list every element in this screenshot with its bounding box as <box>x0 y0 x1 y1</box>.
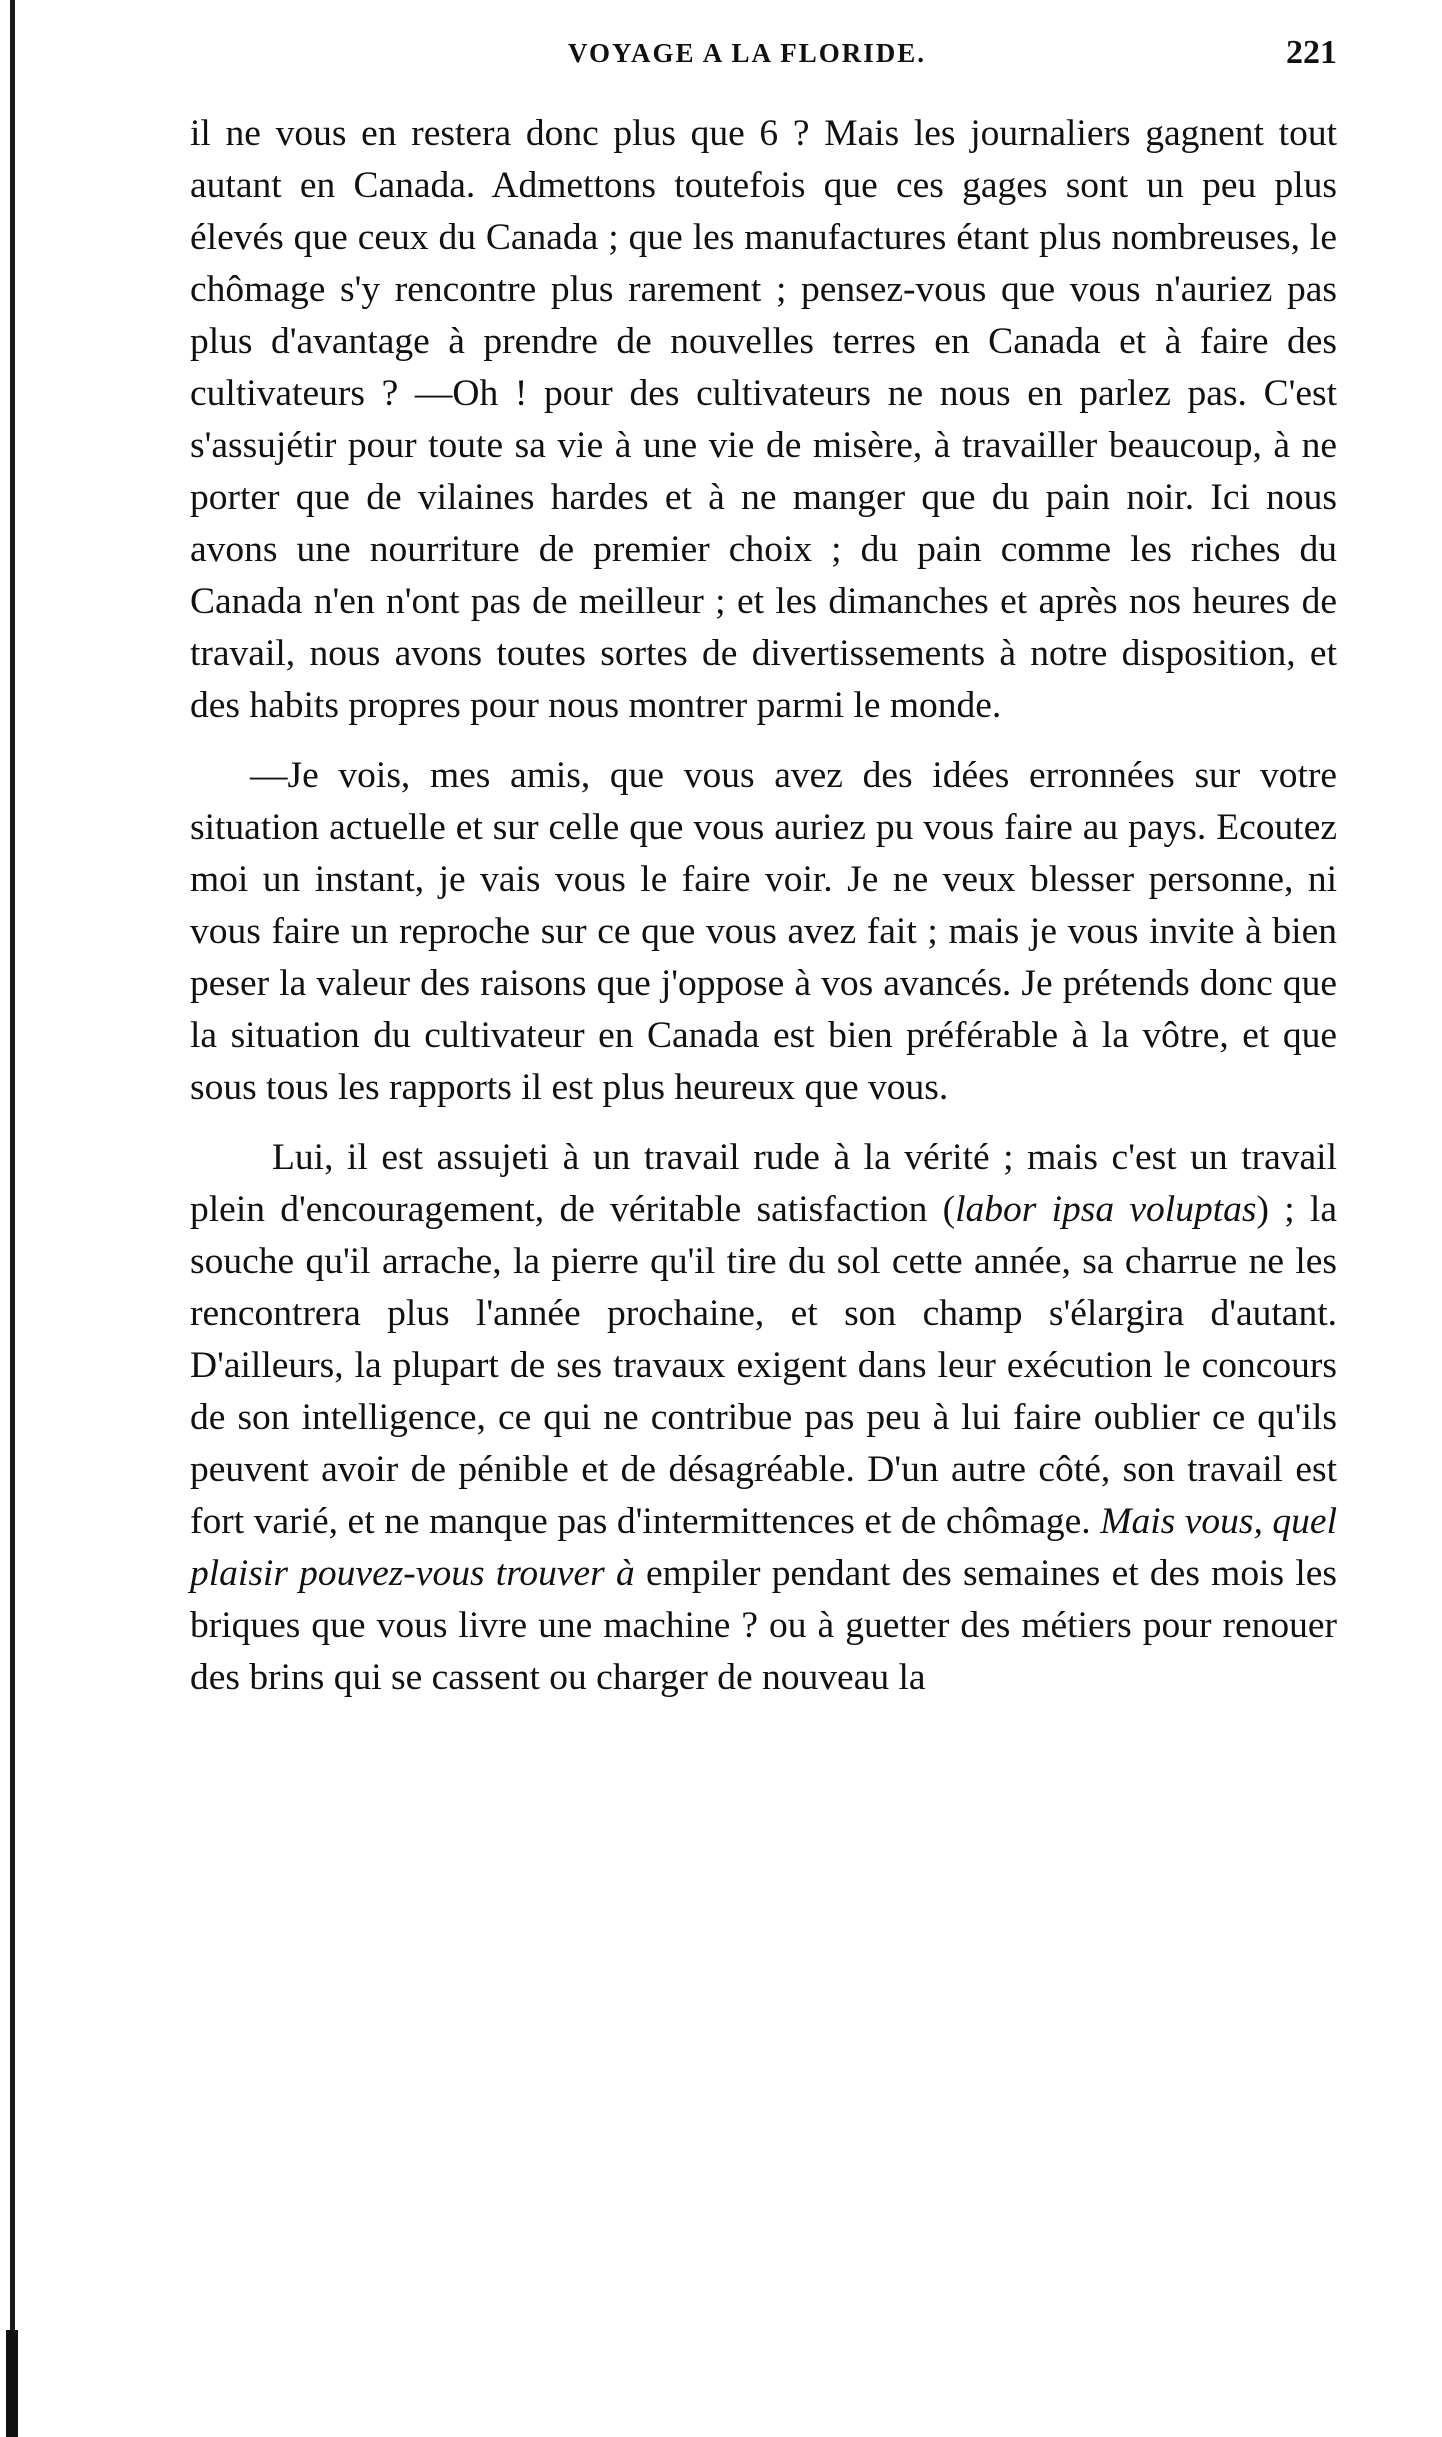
latin-quote: labor ipsa voluptas <box>955 1189 1257 1230</box>
italic-phrase: Mais vous, quel plaisir pouvez-vous trouver à <box>190 1501 1337 1594</box>
page-gutter-rule-foot <box>6 2330 18 2437</box>
page-gutter-rule <box>10 0 15 2437</box>
paragraph-2: —Je vois, mes amis, que vous avez des idées erronnées sur votre situation actuelle et sur celle que vous auriez pu vous faire au pays. Ecoutez moi un instant, je vais vous le faire voir. Je ne veux blesser personne, ni vous faire un reproche sur ce que vous avez fait ; mais je vous invite à bien peser la valeur des raisons que j'oppose à vos avancés. Je prétends donc que la situation du cultivateur en Canada est bien préférable à la vôtre, et que sous tous les rapports il est plus heureux que vous. <box>190 755 1337 1108</box>
paragraph-3-part-a: Lui, il est assujeti à un travail rude à la vérité ; mais c'est un travail plein d'encouragement, de véritable satisfaction ( <box>190 1137 1337 1230</box>
body-text <box>190 108 1337 1704</box>
paragraph-3-part-b: ) ; la souche qu'il arrache, la pierre qu'il tire du sol cette année, sa charrue ne les rencontrera plus l'année prochaine, et son champ s'élargira d'autant. D'ailleurs, la plupart de ses travaux exigent dans leur exécution le concours de son intelligence, ce qui ne contribue pas peu à lui faire oublier ce qu'ils peuvent avoir de pénible et de désagréable. D'un autre côté, son travail est fort varié, et ne manque pas d'intermittences et de chômage. <box>190 1189 1337 1542</box>
paragraph-3-part-c: empiler pendant des semaines et des mois les briques que vous livre une machine ? ou à guetter des métiers pour renouer des brins qui se cassent ou charger de nouveau la <box>190 1553 1337 1698</box>
running-title: VOYAGE A LA FLORIDE. <box>568 38 927 68</box>
page-header <box>190 34 1337 74</box>
page-number: 221 <box>1286 34 1337 71</box>
paragraph-3 <box>190 1132 1337 1704</box>
paragraph-1: il ne vous en restera donc plus que 6 ? Mais les journaliers gagnent tout autant en Canada. Admettons toutefois que ces gages sont un peu plus élevés que ceux du Canada ; que les manufactures étant plus nombreuses, le chômage s'y rencontre plus rarement ; pensez-vous que vous n'auriez pas plus d'avantage à prendre de nouvelles terres en Canada et à faire des cultivateurs ? —Oh ! pour des cultivateurs ne nous en parlez pas. C'est s'assujétir pour toute sa vie à une vie de misère, à travailler beaucoup, à ne porter que de vilaines hardes et à ne manger que du pain noir. Ici nous avons une nourriture de premier choix ; du pain comme les riches du Canada n'en n'ont pas de meilleur ; et les dimanches et après nos heures de travail, nous avons toutes sortes de divertissements à notre disposition, et des habits propres pour nous montrer parmi le monde. <box>190 113 1337 726</box>
